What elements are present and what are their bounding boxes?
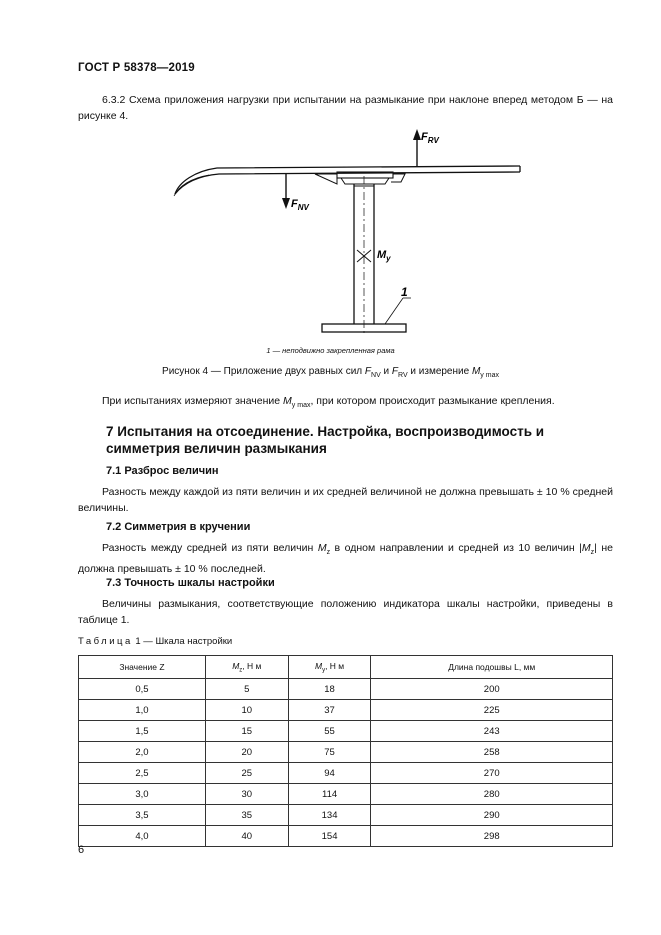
header-mz: $M_z$, Н м [205, 656, 288, 679]
table-cell: 94 [288, 763, 371, 784]
table-cell: 280 [371, 784, 613, 805]
table-cell: 35 [205, 805, 288, 826]
section-7-1-title: 7.1 Разброс величин [106, 465, 219, 477]
table-row [79, 742, 613, 763]
table-cell: 290 [371, 805, 613, 826]
table-cell: 3,5 [79, 805, 206, 826]
table-caption: Таблица 1 — Шкала настройки [78, 636, 233, 647]
table-row [79, 805, 613, 826]
header-z: Значение Z [79, 656, 206, 679]
figure-4-diagram [165, 126, 525, 346]
binding-base [341, 178, 389, 184]
table-cell: 200 [371, 679, 613, 700]
label-force-nv: $F_{NV}$ [291, 198, 309, 212]
table-row [79, 763, 613, 784]
label-force-rv: $F_{RV}$ [421, 131, 439, 145]
table-cell: 114 [288, 784, 371, 805]
figure-legend: 1 — неподвижно закрепленная рама [266, 346, 395, 355]
table-cell: 75 [288, 742, 371, 763]
table-cell: 1,5 [79, 721, 206, 742]
table-cell: 18 [288, 679, 371, 700]
table-row [79, 784, 613, 805]
table-cell: 5 [205, 679, 288, 700]
toe-wedge [315, 174, 337, 184]
table-cell: 258 [371, 742, 613, 763]
table-cell: 243 [371, 721, 613, 742]
section-7-3-title: 7.3 Точность шкалы настройки [106, 577, 275, 589]
table-cell: 0,5 [79, 679, 206, 700]
ski-top-line [175, 166, 520, 194]
table-row [79, 679, 613, 700]
table-cell: 25 [205, 763, 288, 784]
intro-paragraph: 6.3.2 Схема приложения нагрузки при испытании на размыкание при наклоне вперед методом Б — на рисунке 4. [78, 94, 613, 122]
section-7-2-text: Разность между средней из пяти величин $M_z$ в одном направлении и средней из 10 величин $|M_z|$ не должна превышать ± 10 % последней. [78, 542, 614, 576]
label-callout: 1 [401, 285, 408, 299]
section-7-2-title: 7.2 Симметрия в кручении [106, 521, 251, 533]
table-cell: 10 [205, 700, 288, 721]
section-7-1-text: Разность между каждой из пяти величин и их средней величиной не должна превышать ± 10 % средней величины. [78, 486, 613, 514]
page-number: 6 [78, 844, 85, 856]
ski-bottom-line [175, 172, 520, 194]
settings-table [78, 655, 613, 847]
table-cell: 298 [371, 826, 613, 847]
measure-paragraph: При испытаниях измеряют значение $M_{y max}$, при котором происходит размыкание крепления. [102, 395, 555, 410]
table-cell: 3,0 [79, 784, 206, 805]
table-row [79, 700, 613, 721]
section-7-3-text: Величины размыкания, соответствующие положению индикатора шкалы настройки, приведены в таблице 1. [78, 598, 613, 626]
table-cell: 15 [205, 721, 288, 742]
table-cell: 270 [371, 763, 613, 784]
table-cell: 225 [371, 700, 613, 721]
table-row [79, 721, 613, 742]
table-cell: 154 [288, 826, 371, 847]
table-cell: 37 [288, 700, 371, 721]
table-row [79, 826, 613, 847]
table-cell: 20 [205, 742, 288, 763]
callout-leader [385, 298, 403, 324]
figure-caption: Рисунок 4 — Приложение двух равных сил $F_{NV}$ и $F_{RV}$ и измерение $M_{y max}$ [162, 366, 499, 379]
table-cell: 55 [288, 721, 371, 742]
table-cell: 2,0 [79, 742, 206, 763]
table-cell: 134 [288, 805, 371, 826]
table-cell: 1,0 [79, 700, 206, 721]
label-moment: $M_y$ [377, 249, 391, 263]
table-header-row [79, 656, 613, 679]
table-cell: 4,0 [79, 826, 206, 847]
section-7-title: 7 Испытания на отсоединение. Настройка, воспроизводимость и симметрия величин размыкания [106, 424, 545, 456]
header-sole-length: Длина подошвы L, мм [371, 656, 613, 679]
header-my: $M_y$, Н м [288, 656, 371, 679]
table-cell: 30 [205, 784, 288, 805]
table-cell: 40 [205, 826, 288, 847]
table-cell: 2,5 [79, 763, 206, 784]
document-header: ГОСТ Р 58378—2019 [78, 62, 195, 74]
